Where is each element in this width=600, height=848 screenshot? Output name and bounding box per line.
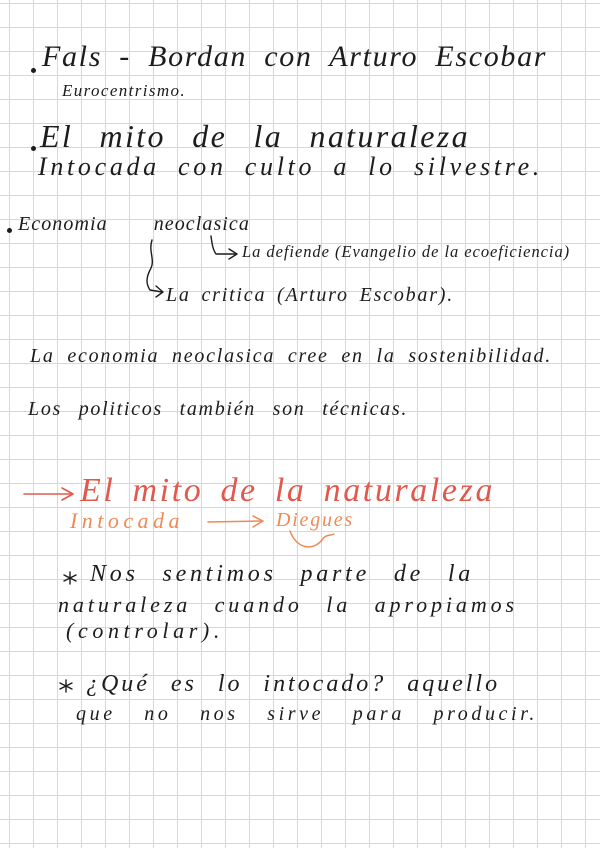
asterisk-icon <box>60 680 72 692</box>
arrowhead-icon <box>156 286 163 297</box>
note-fals-borda: Fals - Bordan con Arturo Escobar <box>42 40 548 73</box>
bullet-dot <box>7 228 12 233</box>
branch-defiende: La defiende (Evangelio de la ecoeficiencia) <box>242 242 571 261</box>
note-eurocentrismo: Eurocentrismo. <box>62 81 186 100</box>
bullet-dot <box>31 146 36 151</box>
hook-arrow-icon <box>147 240 162 292</box>
highlight-diegues: Diegues <box>276 509 354 531</box>
orange-arrow-icon <box>208 521 262 522</box>
statement-sostenibilidad: La economia neoclasica cree en la sostenibilidad. <box>30 345 552 367</box>
point-2-line-1: ¿Qué es lo intocado? aquello <box>86 671 501 697</box>
note-mito-naturaleza: El mito de la naturaleza <box>40 118 470 154</box>
point-1-line-3: (controlar). <box>66 618 225 643</box>
highlight-title: El mito de la naturaleza <box>80 472 496 509</box>
hook-arrow-icon <box>211 236 236 254</box>
point-1-line-1: Nos sentimos parte de la <box>90 561 475 587</box>
point-1-line-2: naturaleza cuando la apropiamos <box>58 592 519 617</box>
point-2-line-2: que no nos sirve para producir. <box>76 703 538 725</box>
arrowhead-icon <box>229 249 237 259</box>
asterisk-icon <box>64 572 76 584</box>
diegues-underline-icon <box>290 531 334 547</box>
arrowhead-icon <box>253 516 263 527</box>
statement-politicos: Los politicos también son técnicas. <box>28 398 409 420</box>
branch-critica: La critica (Arturo Escobar). <box>166 284 455 306</box>
note-intocada-culto: Intocada con culto a lo silvestre. <box>38 152 543 181</box>
note-economia-neoclasica: Economia neoclasica <box>18 213 250 235</box>
arrowhead-icon <box>62 488 73 500</box>
highlight-intocada: Intocada <box>70 508 184 533</box>
bullet-dot <box>31 68 36 73</box>
